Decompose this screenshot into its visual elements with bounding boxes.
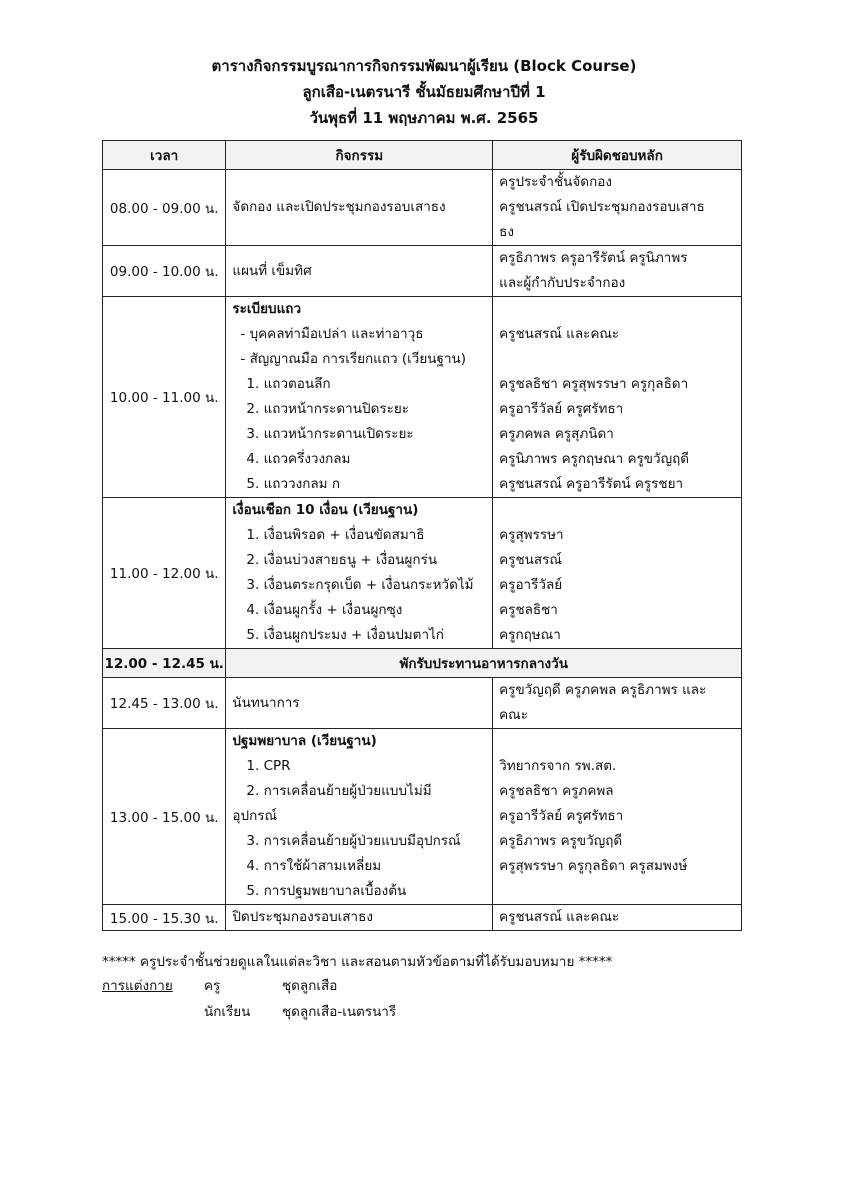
activity-line: 3. เงื่อนตระกรุดเบ็ด + เงื่อนกระหวัดไม้ [246,577,474,593]
document-date: วันพุธที่ 11 พฤษภาคม พ.ศ. 2565 [309,109,539,127]
responsible-line: ครูชลธิชา [499,602,558,618]
activity-line: 2. แถวหน้ากระดานปิดระยะ [246,401,409,417]
responsible-line [499,347,741,372]
time-cell: 12.45 - 13.00 น. [103,678,226,729]
table-row [103,297,742,498]
activity-cell [226,498,493,649]
activity-heading: ปฐมพยาบาล (เวียนฐาน) [232,733,377,749]
activity-line: 1. แถวตอนลึก [246,376,331,392]
activity-line [232,220,492,245]
responsible-line: ครูชนสรณ์ ครูอารีรัตน์ ครูรชยา [499,476,684,492]
responsible-cell [493,297,742,498]
activity-line: นันทนาการ [232,694,300,711]
responsible-line: ครูสุพรรษา [499,527,564,543]
time-cell: 13.00 - 15.00 น. [103,729,226,905]
activity-line: 2. การเคลื่อนย้ายผู้ป่วยแบบไม่มี [246,783,432,799]
responsible-line: ครูประจำชั้นจัดกอง [499,174,612,190]
activity-line: 4. การใช้ผ้าสามเหลี่ยม [246,858,382,874]
activity-line: ปิดประชุมกองรอบเสาธง [232,909,373,925]
responsible-line: ครูชลธิชา ครูสุพรรษา ครูกุลธิดา [499,376,689,392]
student-dress: ชุดลูกเสือ-เนตรนารี [282,1004,397,1020]
activity-line: 1. เงื่อนพิรอด + เงื่อนขัดสมาธิ [246,527,425,543]
responsible-line: ครูนิภาพร ครูกฤษณา ครูขวัญฤดี [499,451,690,467]
responsible-line: ครูชนสรณ์ และคณะ [499,909,620,925]
responsible-line: ครูอารีวัลย์ ครูศรัทธา [499,808,624,824]
time-cell: 12.00 - 12.45 น. [103,649,226,678]
responsible-cell [493,170,742,246]
activity-line: 3. การเคลื่อนย้ายผู้ป่วยแบบมีอุปกรณ์ [246,833,461,849]
responsible-cell [493,498,742,649]
responsible-line: ธง [499,224,514,240]
time-cell: 15.00 - 15.30 น. [103,905,226,931]
responsible-line: ครูชนสรณ์ เปิดประชุมกองรอบเสาธ [499,199,705,215]
lunch-break-cell: พักรับประทานอาหารกลางวัน [226,649,742,678]
footer-note: ***** ครูประจำชั้นช่วยดูแลในแต่ละวิชา และสอนตามหัวข้อตามที่ได้รับมอบหมาย ***** [102,954,613,970]
activity-cell [226,297,493,498]
activity-cell [226,729,493,905]
responsible-line: คณะ [499,707,528,723]
responsible-line: ครูธิภาพร ครูอารีรัตน์ ครูนิภาพร [499,250,688,266]
table-row [103,246,742,297]
activity-line: จัดกอง และเปิดประชุมกองรอบเสาธง [232,199,446,215]
column-header-time: เวลา [103,141,226,170]
table-row [103,729,742,905]
table-row-lunch [103,649,742,678]
activity-line: - สัญญาณมือ การเรียกแถว (เวียนฐาน) [240,351,467,367]
table-row [103,678,742,729]
activity-line: 2. เงื่อนบ่วงสายธนู + เงื่อนผูกร่น [246,552,438,568]
responsible-line: ครูสุพรรษา ครูกุลธิดา ครูสมพงษ์ [499,858,688,874]
dress-code-label: การแต่งกาย [102,978,173,994]
activity-line: 5. การปฐมพยาบาลเบื้องต้น [246,883,407,899]
column-header-activity: กิจกรรม [226,141,493,170]
column-header-responsible: ผู้รับผิดชอบหลัก [493,141,742,170]
activity-heading: ระเบียบแถว [232,301,302,317]
responsible-line [499,297,741,322]
activity-heading: เงื่อนเชือก 10 เงื่อน (เวียนฐาน) [232,502,419,518]
time-cell: 08.00 - 09.00 น. [103,170,226,246]
responsible-line: ครูชลธิชา ครูภคพล [499,783,614,799]
responsible-cell [493,905,742,931]
responsible-line: ครูขวัญฤดี ครูภคพล ครูธิภาพร และ [499,682,707,698]
table-row [103,905,742,931]
time-cell: 11.00 - 12.00 น. [103,498,226,649]
activity-cell [226,170,493,246]
document-subtitle: ลูกเสือ-เนตรนารี ชั้นมัธยมศึกษาปีที่ 1 [302,83,546,101]
activity-cell [226,905,493,931]
time-cell: 10.00 - 11.00 น. [103,297,226,498]
table-header-row [103,141,742,170]
teacher-dress: ชุดลูกเสือ [282,978,338,994]
activity-line: - บุคคลท่ามือเปล่า และท่าอาวุธ [240,326,424,342]
responsible-line: ครูชนสรณ์ [499,552,562,568]
responsible-line: ครูอารีวัลย์ ครูศรัทธา [499,401,624,417]
responsible-cell [493,678,742,729]
responsible-line [499,729,741,754]
responsible-line [499,879,741,904]
responsible-cell [493,246,742,297]
student-label: นักเรียน [204,1004,251,1020]
activity-line: 3. แถวหน้ากระดานเปิดระยะ [246,426,414,442]
responsible-line: วิทยากรจาก รพ.สต. [499,758,617,774]
responsible-line: และผู้กำกับประจำกอง [499,275,626,291]
activity-cell [226,246,493,297]
table-row [103,498,742,649]
activity-line [232,170,492,195]
responsible-line: ครูกฤษณา [499,627,561,643]
responsible-line [499,498,741,523]
teacher-label: ครู [204,978,221,994]
responsible-cell [493,729,742,905]
activity-line: 5. แถววงกลม ก [246,476,341,492]
responsible-line: ครูธิภาพร ครูขวัญฤดี [499,833,623,849]
activity-line: 4. แถวครึ่งวงกลม [246,451,351,467]
responsible-line: ครูชนสรณ์ และคณะ [499,326,620,342]
table-row [103,170,742,246]
activity-cell [226,678,493,729]
schedule-table [102,140,742,931]
activity-line: แผนที่ เข็มทิศ [232,262,312,279]
activity-line: 4. เงื่อนผูกรั้ง + เงื่อนผูกซุง [246,602,403,618]
responsible-line: ครูภคพล ครูสุภนิดา [499,426,614,442]
document-title: ตารางกิจกรรมบูรณาการกิจกรรมพัฒนาผู้เรียน (Block Course) [211,57,637,75]
responsible-line: ครูอารีวัลย์ [499,577,563,593]
activity-line: 1. CPR [246,758,291,774]
activity-line: อุปกรณ์ [232,808,278,824]
time-cell: 09.00 - 10.00 น. [103,246,226,297]
activity-line: 5. เงื่อนผูกประมง + เงื่อนปมตาไก่ [246,627,444,643]
